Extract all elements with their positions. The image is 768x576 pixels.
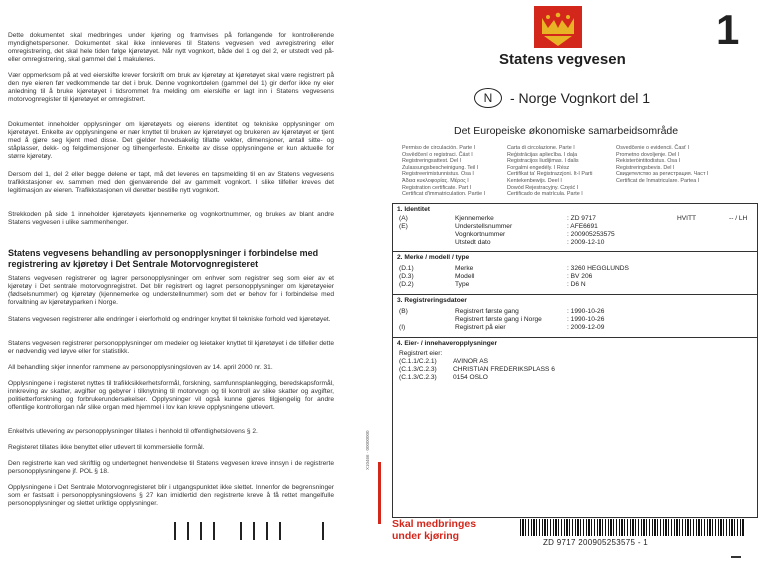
- carry-notice: Skal medbringes under kjøring: [392, 518, 477, 542]
- field-row: Utstedt dato : 2009-12-10: [455, 239, 605, 246]
- field-row: (I) Registrert på eier : 2009-12-09: [399, 324, 605, 331]
- paragraph-lost: Dersom del 1, del 2 eller begge delene er tapt, må det leveres en tapsmelding til en av Statens vegvesens trafikkstasjoner ev. sammen med den gjenværende del av gammelt vognkort. I slike tilfeller kreves det legitimasjon av eieren. Trafikkstasjonen vil deretter bestille nytt vognkort.: [8, 171, 334, 194]
- multilang-col-1: Permiso de circulación. Parte I Osvědčení o registraci. Část I Registreringsattest. Del I Zulassungsbescheinigung. Teil I Registreerimistunnistus. Osa I Άδεια κυκλοφορίας. Μέρος I Registration certificate. Part I Certificat d'immatriculation. Partie I: [402, 145, 486, 198]
- owner-subtitle: Registrert eier:: [399, 350, 443, 357]
- privacy-p9: Opplysningene i Det Sentrale Motorvognregisteret blir i utgangspunktet ikke slettet. Innenfor de begrensninger som er fastsatt i personopplysningslovens § 27 kan imidlertid den registrerte kreve å få rettet mangelfulle personopplysninger og slettet uriktige opplysninger.: [8, 484, 334, 507]
- privacy-p2: Statens vegvesen registrerer alle endringer i eierforhold og endringer knyttet til tekniske forhold ved kjøretøyet.: [8, 316, 331, 323]
- owner-row: (C.1.1/C.2.1) AVINOR AS: [399, 358, 489, 365]
- country-code-badge: N: [474, 88, 502, 108]
- paragraph-ownership: Vær oppmerksom på at ved eierskifte krever forskrift om bruk av kjøretøy at kjøretøyet skal være registrert på den nye eieren før vedkommende tar det i bruk. Denne vognkortdelen (gammel del 1) gir derfor ikke ny eier anledning til å bruke kjøretøyet i tidsrommet fra melding om eierskifte er lagt inn i Statens vegvesens motorvognregister til kjøretøyet er omregistrert.: [8, 72, 334, 103]
- paragraph-contents: Dokumentet inneholder opplysninger om kjøretøyets og eierens identitet og tekniske opplysninger om kjøretøyet. Enkelte av opplysningene er nær knyttet til bruken av kjøretøyet og brukeren av kjøretøyet er tjent med å gjøre seg kjent med disse. Det gjelder hovedsakelig tillatte vekter, dimensjoner, antall sitte- og ståplasser, dekk- og felgdimensjoner og tilhengerfeste. Enkelte av disse opplysningene er kun aktuelle for større kjøretøy.: [8, 121, 334, 160]
- side-code: X10466 · 00000000: [365, 430, 370, 470]
- privacy-heading: Statens vegvesens behandling av personopplysninger i forbindelse med registrering av kjøretøy i Det Sentrale Motorvognregisteret: [8, 248, 319, 269]
- section-owner-title: 4. Eier- / innehaveropplysninger: [397, 340, 498, 347]
- coat-of-arms-logo: [534, 6, 582, 48]
- privacy-p7: Registeret tillates ikke benyttet eller utlevert til kommersielle formål.: [8, 444, 205, 451]
- field-row: (D.3) Modell : BV 206: [399, 273, 593, 280]
- field-row: (D.2) Type : D6 N: [399, 281, 586, 288]
- privacy-p3: Statens vegvesen registrerer personopplysninger om medeier og leietaker knyttet til kjøretøyet i de tilfeller dette er nødvendig ved løyve eller for statistikk.: [8, 340, 334, 355]
- barcode: [520, 519, 745, 536]
- section-owner: [393, 338, 757, 516]
- document-title: [474, 88, 650, 108]
- red-margin-line: [378, 462, 381, 524]
- field-row: (A) Kjennemerke : ZD 9717 HVITT -- / LH: [399, 215, 748, 222]
- agency-name: Statens vegvesen: [499, 51, 626, 68]
- section-identity: [393, 204, 757, 252]
- section-registration-dates: [393, 295, 757, 338]
- privacy-p8: Den registrerte kan ved skriftlig og undertegnet henvendelse til Statens vegvesen kreve innsyn i de registrerte personopplysningene jf. POL § 18.: [8, 460, 334, 475]
- field-row: (D.1) Merke : 3260 HEGGLUNDS: [399, 265, 629, 272]
- privacy-p4: All behandling skjer innenfor rammene av personopplysningsloven av 14. april 2000 nr. 31.: [8, 364, 273, 371]
- corner-mark: [731, 556, 741, 558]
- section-make-model-title: 2. Merke / modell / type: [397, 254, 470, 261]
- field-row: (B) Registrert første gang : 1990-10-26: [399, 308, 605, 315]
- document-title-text: - Norge Vognkort del 1: [510, 90, 651, 106]
- paragraph-intro: Dette dokumentet skal medbringes under kjøring og framvises på forlangende for kontrollerende myndighetspersoner. Dokumentet skal ikke innleveres til Statens vegvesen ved avregistrering eller omregistrering, det skal hele tiden følge kjøretøyet. Når nytt vognkort, både del 1 og del 2, er utstedt ved på- eller omregistrering, skal gammel del 1 makuleres.: [8, 32, 334, 63]
- field-row: Vognkortnummer : 200905253575: [455, 231, 615, 238]
- multilang-col-2: Carta di circolazione. Parte I Reģistrācijas apliecība. I daļa Registracijos liudijimas. I dalis Forgalmi engedély. I Rész Certifikat ta' Reġistrazzjoni. It-I Parti Kentekenbewijs. Deel I Dowód Rejestracyjny. Część I Certificado de matrícula. Parte I: [507, 145, 593, 198]
- multilang-col-3: Osvedčenie o evidencii. Časť I Prometno dovoljenje. Del I Rekisteröintitodistus. Osa I Registreringsbevis. Del I Свидетелство за регистрация. Част I Certificat de înmatriculare. Partea I: [616, 145, 709, 184]
- owner-row: (C.1.3/C.2.3) 0154 OSLO: [399, 374, 488, 381]
- page-number: 1: [716, 6, 740, 53]
- paragraph-barcode: Strekkoden på side 1 inneholder kjøretøyets kjennemerke og vognkortnummer, og brukes av blant andre Statens vegvesen i ulike sammenhenger.: [8, 211, 334, 226]
- field-row: Registrert første gang i Norge : 1990-10-26: [455, 316, 605, 323]
- privacy-p5: Opplysningene i registeret nyttes til trafikksikkerhetsformål, forskning, samfunnsplanlegging, beredskapsformål, innkreving av skatter, avgifter og gebyrer i tilknytning til motorvogn og til kontroll av slike skatter og avgifter, politietterforskning og forbrukerundersøkelser. Opplysninger vil også kunne gjøres tilgjengelig for andre offentlige kontrollorgan når slike organ med hjemmel i lov kan kreve opplysningene utlevert.: [8, 380, 334, 411]
- barcode-text: ZD 9717 200905253575 - 1: [543, 538, 649, 547]
- field-row: (E) Understellsnummer : AFE6691: [399, 223, 598, 230]
- section-registration-dates-title: 3. Registreringsdatoer: [397, 297, 467, 304]
- left-tick-marks: [174, 522, 324, 540]
- owner-row: (C.1.3/C.2.3) CHRISTIAN FREDERIKSPLASS 6: [399, 366, 555, 373]
- section-identity-title: 1. Identitet: [397, 206, 430, 213]
- registration-form: [392, 203, 758, 518]
- eea-line: Det Europeiske økonomiske samarbeidsområde: [454, 125, 679, 137]
- section-make-model: [393, 252, 757, 295]
- privacy-p6: Enkeltvis utlevering av personopplysninger tillates i henhold til offentlighetslovens § 2.: [8, 428, 258, 435]
- privacy-p1: Statens vegvesen registrerer og lagrer personopplysninger om enhver som registrer seg som eier av et kjøretøy i Det sentrale motorvognregistret. Det blir registrert og lagret personopplysninger om kjøretøyeier (fødselsnummer) og kjøretøy (kjennemerke og understellnummer) som det er behov for i forbindelse med forvaltning av kjøretøyparken i Norge.: [8, 275, 334, 306]
